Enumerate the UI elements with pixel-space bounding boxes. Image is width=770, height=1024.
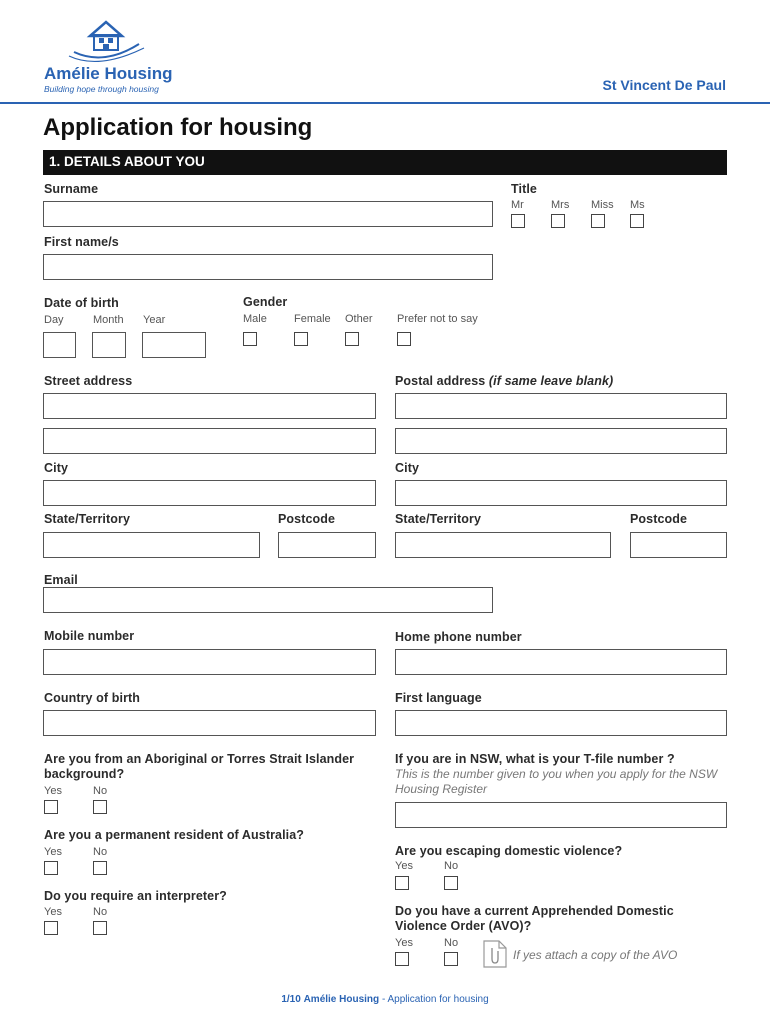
interpreter-yes-checkbox[interactable] — [44, 921, 58, 935]
street-address-label: Street address — [44, 374, 133, 388]
dob-label: Date of birth — [44, 296, 119, 310]
interpreter-no-label: No — [93, 906, 108, 918]
postal-address-text: Postal address — [395, 374, 486, 388]
street-state-input[interactable] — [43, 532, 260, 558]
first-name-input[interactable] — [43, 254, 493, 280]
postal-postcode-label: Postcode — [630, 512, 688, 526]
home-phone-input[interactable] — [395, 649, 727, 675]
email-label: Email — [44, 573, 78, 587]
interpreter-no-checkbox[interactable] — [93, 921, 107, 935]
street-state-label: State/Territory — [44, 512, 131, 526]
postal-state-label: State/Territory — [395, 512, 482, 526]
postal-address-input-2[interactable] — [395, 428, 727, 454]
footer-text: - Application for housing — [381, 994, 489, 1005]
aboriginal-no-label: No — [93, 785, 108, 797]
section-title: 1. DETAILS ABOUT YOU — [49, 154, 205, 169]
postal-state-input[interactable] — [395, 532, 611, 558]
home-phone-label: Home phone number — [395, 630, 522, 644]
footer-page: 1/10 — [281, 994, 301, 1005]
title-ms-label: Ms — [630, 199, 645, 211]
postal-address-label — [395, 374, 613, 388]
dob-day-input[interactable] — [43, 332, 76, 358]
postal-city-label: City — [395, 461, 420, 475]
street-postcode-label: Postcode — [278, 512, 336, 526]
dv-yes-checkbox[interactable] — [395, 876, 409, 890]
postal-address-note: (if same leave blank) — [488, 374, 614, 388]
title-mr-checkbox[interactable] — [511, 214, 525, 228]
org-name: St Vincent De Paul — [602, 77, 726, 93]
tfile-hint: This is the number given to you when you apply for the NSW Housing Register — [395, 767, 718, 796]
tfile-input[interactable] — [395, 802, 727, 828]
street-address-input-1[interactable] — [43, 393, 376, 419]
footer-brand: Amélie Housing — [303, 994, 380, 1005]
dv-label: Are you escaping domestic violence? — [395, 844, 623, 858]
language-label: First language — [395, 691, 482, 705]
header-rule — [0, 102, 770, 104]
house-logo-icon — [44, 18, 169, 66]
dob-month-input[interactable] — [92, 332, 126, 358]
gender-other-label: Other — [345, 313, 373, 325]
title-ms-checkbox[interactable] — [630, 214, 644, 228]
gender-female-label: Female — [294, 313, 331, 325]
dv-no-label: No — [444, 860, 459, 872]
dv-no-checkbox[interactable] — [444, 876, 458, 890]
title-mrs-label: Mrs — [551, 199, 570, 211]
tfile-label: If you are in NSW, what is your T-file number ? — [395, 752, 675, 766]
postal-postcode-input[interactable] — [630, 532, 727, 558]
avo-yes-label: Yes — [395, 937, 413, 949]
resident-no-checkbox[interactable] — [93, 861, 107, 875]
interpreter-label: Do you require an interpreter? — [44, 889, 227, 903]
postal-city-input[interactable] — [395, 480, 727, 506]
title-miss-label: Miss — [591, 199, 614, 211]
dob-month-label: Month — [93, 314, 124, 326]
gender-prefer-label: Prefer not to say — [397, 313, 478, 325]
resident-yes-checkbox[interactable] — [44, 861, 58, 875]
aboriginal-no-checkbox[interactable] — [93, 800, 107, 814]
surname-input[interactable] — [43, 201, 493, 227]
footer — [0, 994, 770, 1005]
resident-yes-label: Yes — [44, 846, 62, 858]
avo-label: Do you have a current Apprehended Domestic Violence Order (AVO)? — [395, 904, 674, 933]
interpreter-yes-label: Yes — [44, 906, 62, 918]
gender-label: Gender — [243, 295, 288, 309]
gender-male-label: Male — [243, 313, 267, 325]
title-miss-checkbox[interactable] — [591, 214, 605, 228]
avo-no-checkbox[interactable] — [444, 952, 458, 966]
page-title: Application for housing — [43, 114, 313, 141]
language-input[interactable] — [395, 710, 727, 736]
gender-prefer-checkbox[interactable] — [397, 332, 411, 346]
gender-male-checkbox[interactable] — [243, 332, 257, 346]
dv-yes-label: Yes — [395, 860, 413, 872]
avo-yes-checkbox[interactable] — [395, 952, 409, 966]
title-mrs-checkbox[interactable] — [551, 214, 565, 228]
title-label: Title — [511, 182, 537, 196]
first-name-label: First name/s — [44, 235, 119, 249]
street-city-label: City — [44, 461, 69, 475]
aboriginal-label: Are you from an Aboriginal or Torres Strait Islander background? — [44, 752, 355, 781]
aboriginal-yes-label: Yes — [44, 785, 62, 797]
gender-female-checkbox[interactable] — [294, 332, 308, 346]
resident-label: Are you a permanent resident of Australia? — [44, 828, 305, 842]
street-postcode-input[interactable] — [278, 532, 376, 558]
title-mr-label: Mr — [511, 199, 524, 211]
dob-year-label: Year — [143, 314, 166, 326]
dob-year-input[interactable] — [142, 332, 206, 358]
attachment-icon — [482, 939, 508, 969]
street-city-input[interactable] — [43, 480, 376, 506]
country-label: Country of birth — [44, 691, 141, 705]
avo-no-label: No — [444, 937, 459, 949]
email-input[interactable] — [43, 587, 493, 613]
section-header — [43, 150, 727, 175]
gender-other-checkbox[interactable] — [345, 332, 359, 346]
avo-hint: If yes attach a copy of the AVO — [513, 948, 678, 962]
dob-day-label: Day — [44, 314, 64, 326]
country-input[interactable] — [43, 710, 376, 736]
resident-no-label: No — [93, 846, 108, 858]
logo-tagline: Building hope through housing — [44, 84, 159, 94]
aboriginal-yes-checkbox[interactable] — [44, 800, 58, 814]
postal-address-input-1[interactable] — [395, 393, 727, 419]
surname-label: Surname — [44, 182, 99, 196]
mobile-input[interactable] — [43, 649, 376, 675]
street-address-input-2[interactable] — [43, 428, 376, 454]
logo-name: Amélie Housing — [44, 64, 173, 83]
logo — [44, 18, 173, 96]
mobile-label: Mobile number — [44, 629, 135, 643]
